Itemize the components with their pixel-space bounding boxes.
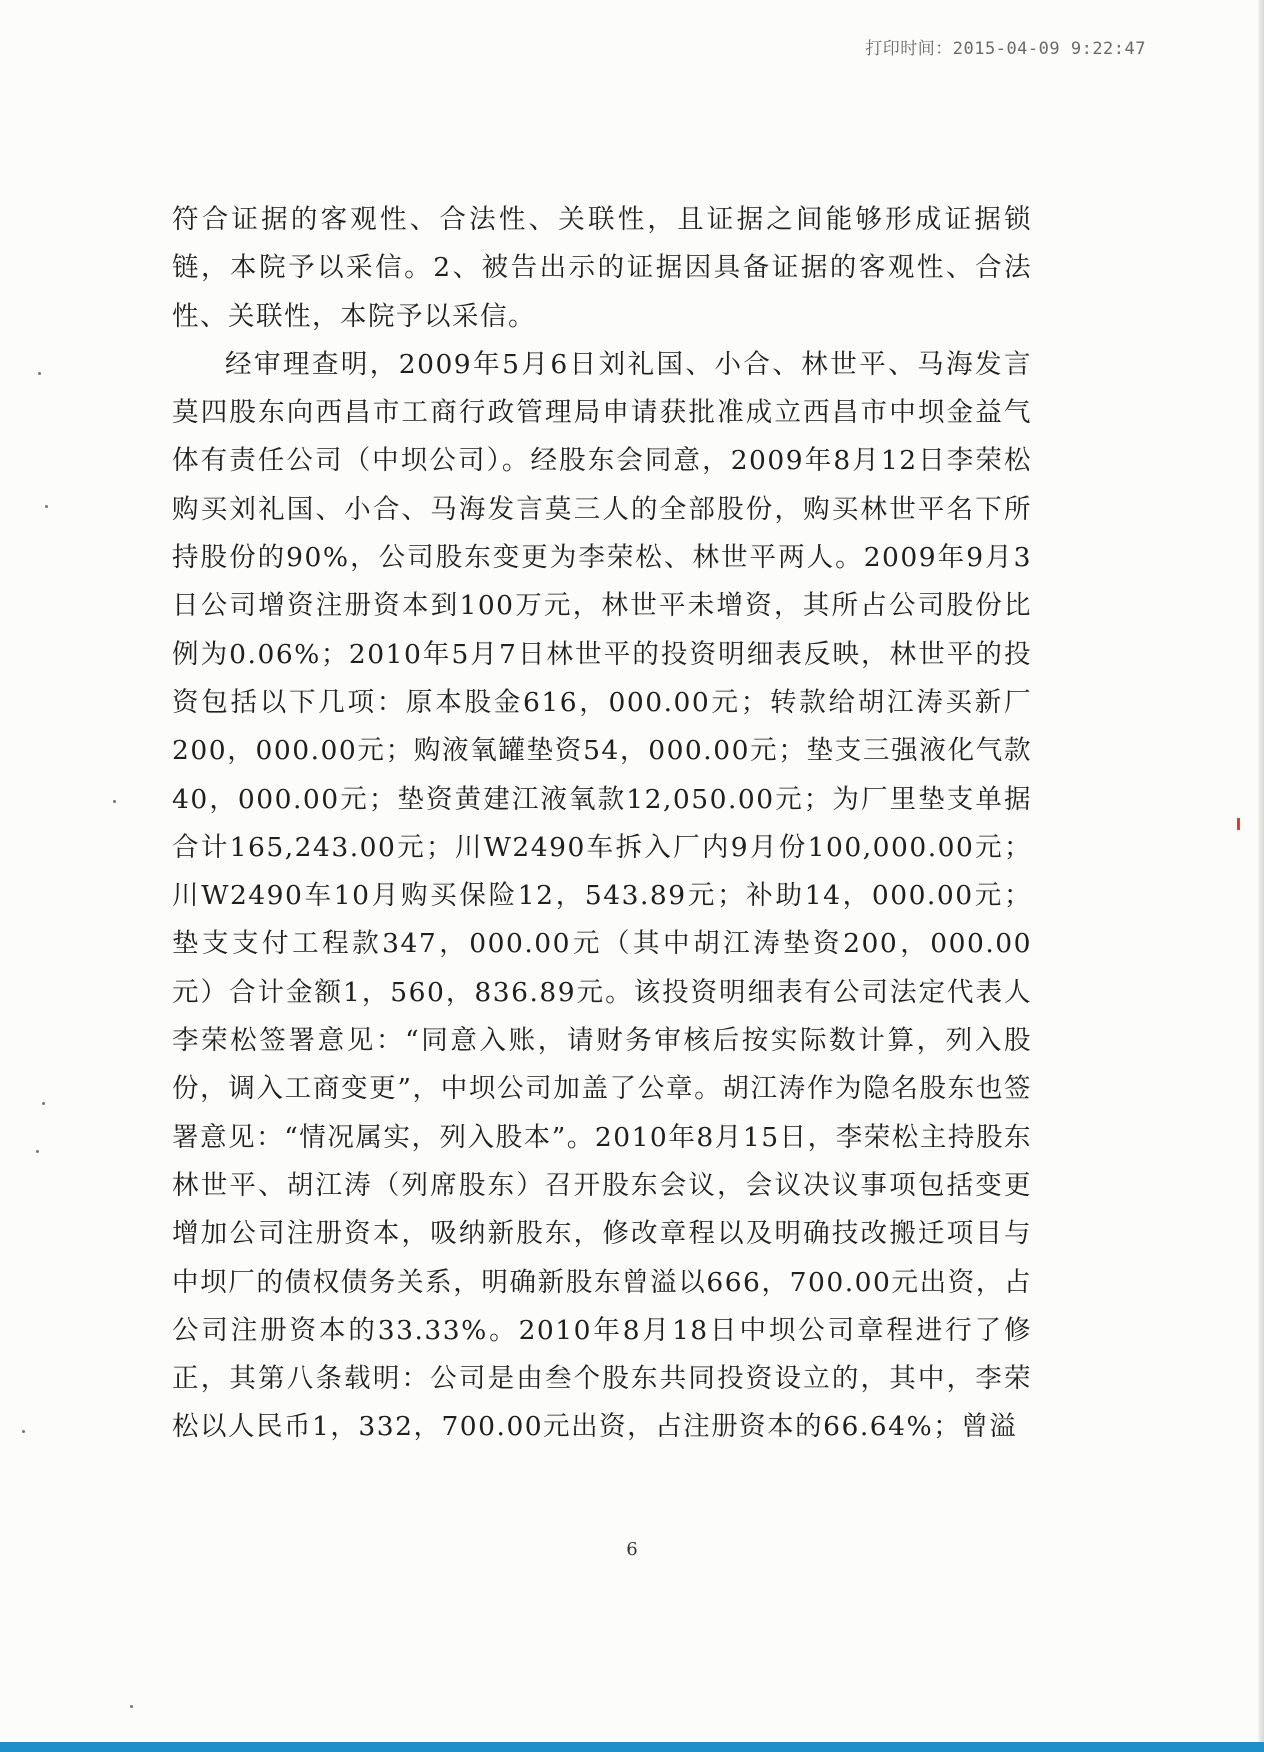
scan-border xyxy=(0,1742,1264,1752)
print-timestamp: 打印时间：2015-04-09 9:22:47 xyxy=(865,39,1146,59)
scan-speck xyxy=(38,372,41,375)
scan-edge xyxy=(1258,0,1264,1752)
paragraph-facts-found: 经审理查明，2009年5月6日刘礼国、小合、林世平、马海发言莫四股东向西昌市工商行政管理局申请获批准成立西昌市中坝金益气体有责任公司（中坝公司）。经股东会同意，2009年8月12日李荣松购买刘礼国、小合、马海发言莫三人的全部股份，购买林世平名下所持股份的90%，公司股东变更为李荣松、林世平两人。2009年9月3日公司增资注册资本到100万元，林世平未增资，其所占公司股份比例为0.06%；2010年5月7日林世平的投资明细表反映，林世平的投资包括以下几项：原本股金616，000.00元；转款给胡江涛买新厂200，000.00元；购液氧罐垫资54，000.00元；垫支三强液化气款40，000.00元；垫资黄建江液氧款12,050.00元；为厂里垫支单据合计165,243.00元；川W2490车拆入厂内9月份100,000.00元；川W2490车10月购买保险12，543.89元；补助14，000.00元；垫支支付工程款347，000.00元（其中胡江涛垫资200，000.00元）合计金额1，560，836.89元。该投资明细表有公司法定代表人李荣松签署意见：“同意入账，请财务审核后按实际数计算，列入股份，调入工商变更”，中坝公司加盖了公章。胡江涛作为隐名股东也签署意见：“情况属实，列入股本”。2010年8月15日，李荣松主持股东林世平、胡江涛（列席股东）召开股东会议，会议决议事项包括变更增加公司注册资本，吸纳新股东，修改章程以及明确技改搬迁项目与中坝厂的债权债务关系，明确新股东曾溢以666，700.00元出资，占公司注册资本的33.33%。2010年8月18日中坝公司章程进行了修正，其第八条载明：公司是由叁个股东共同投资设立的，其中，李荣松以人民币1，332，700.00元出资，占注册资本的66.64%；曾溢 xyxy=(172,348,1032,1443)
scan-speck xyxy=(113,800,116,803)
scan-speck xyxy=(22,1430,25,1433)
scan-speck xyxy=(130,1705,133,1708)
paragraph-evidence-conclusion: 符合证据的客观性、合法性、关联性，且证据之间能够形成证据锁链，本院予以采信。2、被告出示的证据因具备证据的客观性、合法性、关联性，本院予以采信。 xyxy=(172,204,1032,332)
scan-speck xyxy=(36,1150,39,1153)
scan-red-mark xyxy=(1237,818,1240,830)
page-number: 6 xyxy=(626,1539,638,1560)
scan-speck xyxy=(45,505,48,508)
judgment-body xyxy=(172,196,1032,1452)
scan-speck xyxy=(42,1102,45,1105)
